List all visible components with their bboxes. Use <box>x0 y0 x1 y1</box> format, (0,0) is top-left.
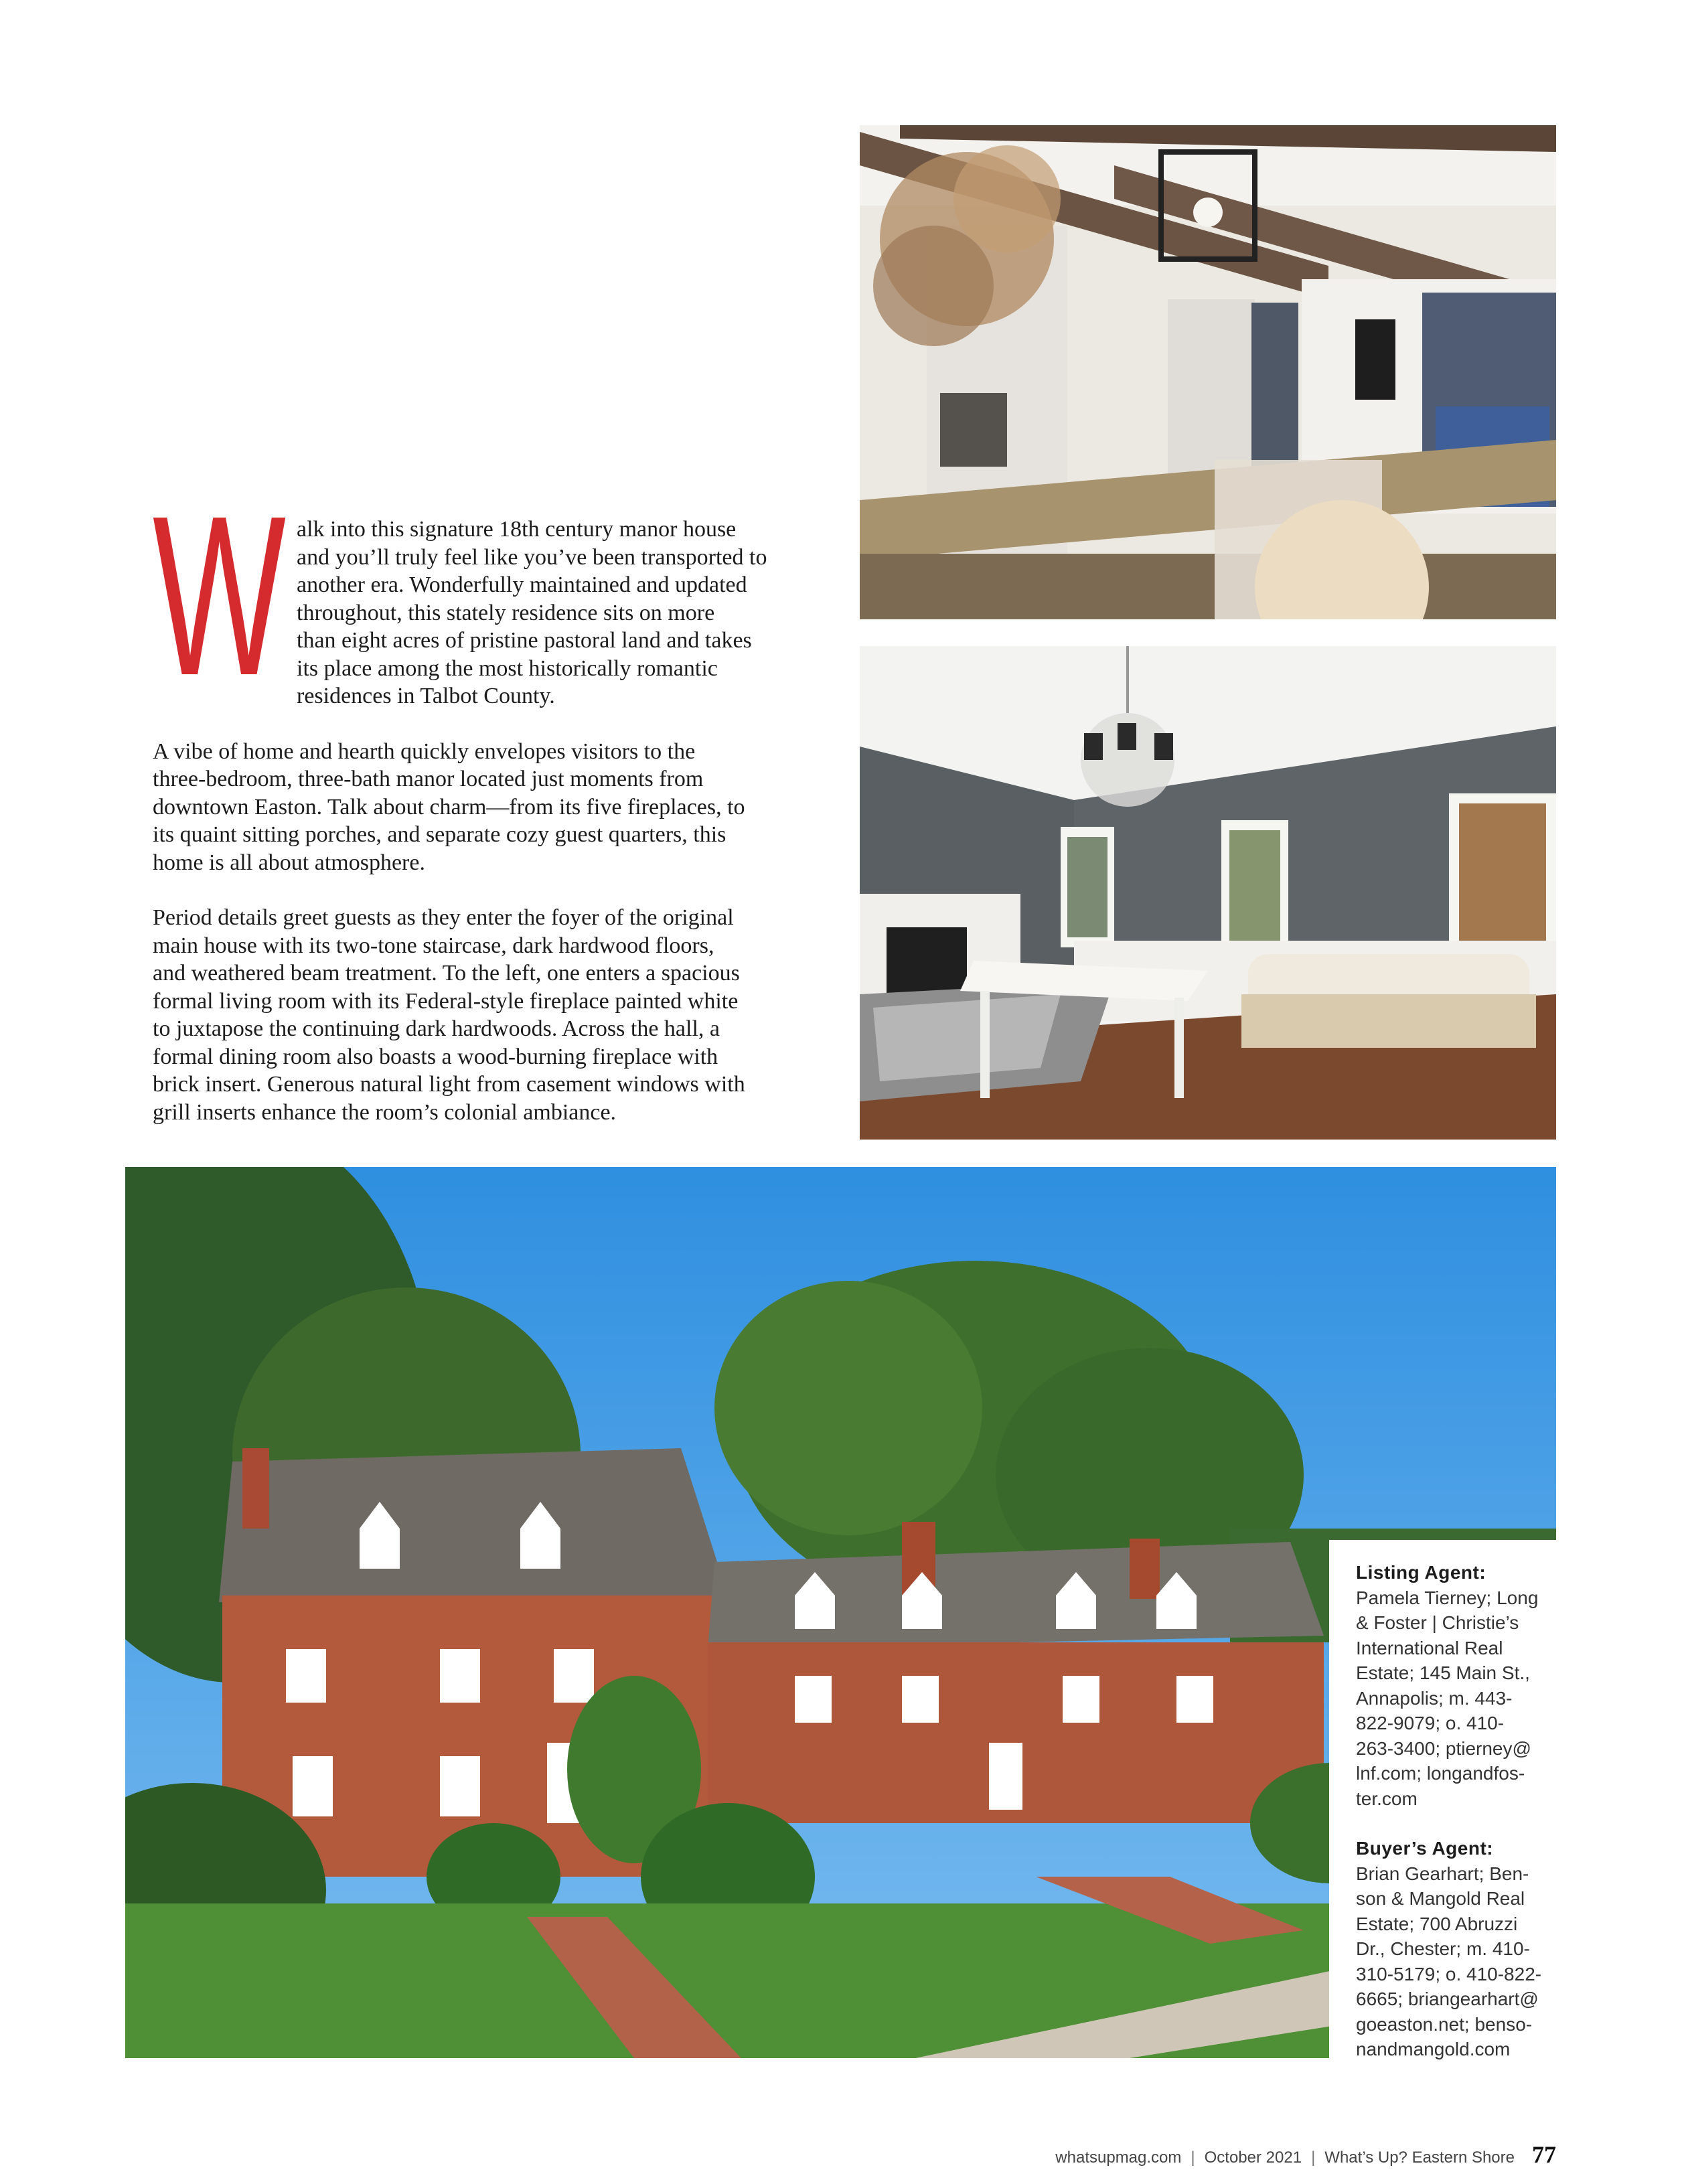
page-number: 77 <box>1532 2141 1556 2168</box>
agent-info-box <box>1329 1540 1556 2058</box>
footer-separator: | <box>1311 2149 1316 2167</box>
kitchen-photo <box>860 125 1556 619</box>
footer-site: whatsupmag.com <box>1055 2149 1182 2167</box>
article-paragraph: Period details greet guests as they enter the foyer of the original main house with its two-tone staircase, dark hardwood floors, and weathered beam treatment. To the left, one enters a spacious formal living room with its Federal-style fireplace painted white to juxtapose the continuing dark hardwoods. Across the hall, a formal dining room also boasts a wood-burning fireplace with brick insert. Generous natural light from casement windows with grill inserts enhance the room’s colonial ambiance. <box>153 905 745 1125</box>
page-footer <box>1055 2140 1556 2169</box>
lead-paragraph: alk into this signature 18th century manor house and you’ll truly feel like you’ve been transported to another era. Wonderfully maintained and updated throughout, this stately residence sits on more than eight acres of pristine pastoral land and takes its place among the most historically romantic residences in Talbot County. <box>297 517 767 708</box>
footer-separator: | <box>1191 2149 1195 2167</box>
article-body <box>153 516 795 1126</box>
footer-issue: October 2021 <box>1204 2149 1302 2167</box>
footer-magazine: What’s Up? Eastern Shore <box>1324 2149 1515 2167</box>
listing-agent-label: Listing Agent: <box>1356 1562 1486 1583</box>
drop-cap-letter: W <box>153 469 284 723</box>
article-paragraph: A vibe of home and hearth quickly envelopes visitors to the three-bedroom, three-bath manor located just moments from downtown Easton. Talk about charm—from its five fireplaces, to its quaint sitting porches, and separate cozy guest quarters, this home is all about atmosphere. <box>153 738 745 875</box>
buyer-agent-details: Brian Gearhart; Ben- son & Mangold Real Estate; 700 Abruzzi Dr., Chester; m. 410- 310-5179; o. 410-822- 6665; briangearhart@ goeaston.net; benso- nandmangold.com <box>1356 1863 1542 2059</box>
buyer-agent-label: Buyer’s Agent: <box>1356 1838 1494 1859</box>
listing-agent-details: Pamela Tierney; Long & Foster | Christie’s International Real Estate; 145 Main St., Annapolis; m. 443- 822-9079; o. 410- 263-3400; ptierney@ lnf.com; longandfos- ter.com <box>1356 1587 1539 1809</box>
living-room-photo <box>860 646 1556 1140</box>
